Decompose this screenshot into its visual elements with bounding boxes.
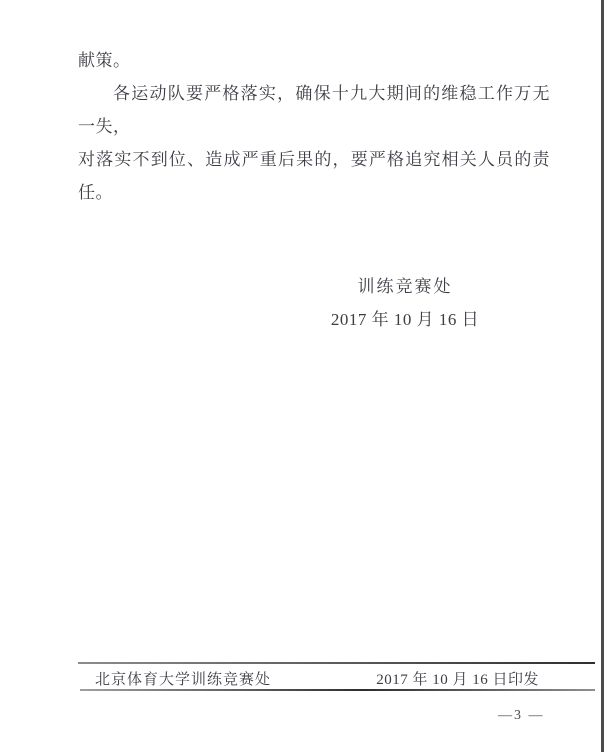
scan-edge-line bbox=[601, 0, 604, 752]
page-number: —3 — bbox=[498, 708, 545, 723]
footer-rule-bottom bbox=[80, 689, 595, 691]
footer-rule-top bbox=[78, 662, 595, 664]
signature-department: 训练竞赛处 bbox=[357, 277, 453, 296]
footer-issuer: 北京体育大学训练竞赛处 bbox=[95, 672, 272, 688]
footer-print-date: 2017 年 10 月 16 日印发 bbox=[376, 672, 539, 688]
signature-date: 2017 年 10 月 16 日 bbox=[330, 310, 480, 329]
body-paragraph-line-1: 各运动队要严格落实，确保十九大期间的维稳工作万无一失， bbox=[78, 84, 550, 136]
body-text-block bbox=[78, 44, 550, 209]
paragraph-closing-text: 献策。 bbox=[78, 51, 131, 70]
body-paragraph-line-2: 对落实不到位、造成严重后果的，要严格追究相关人员的责任。 bbox=[78, 150, 550, 202]
